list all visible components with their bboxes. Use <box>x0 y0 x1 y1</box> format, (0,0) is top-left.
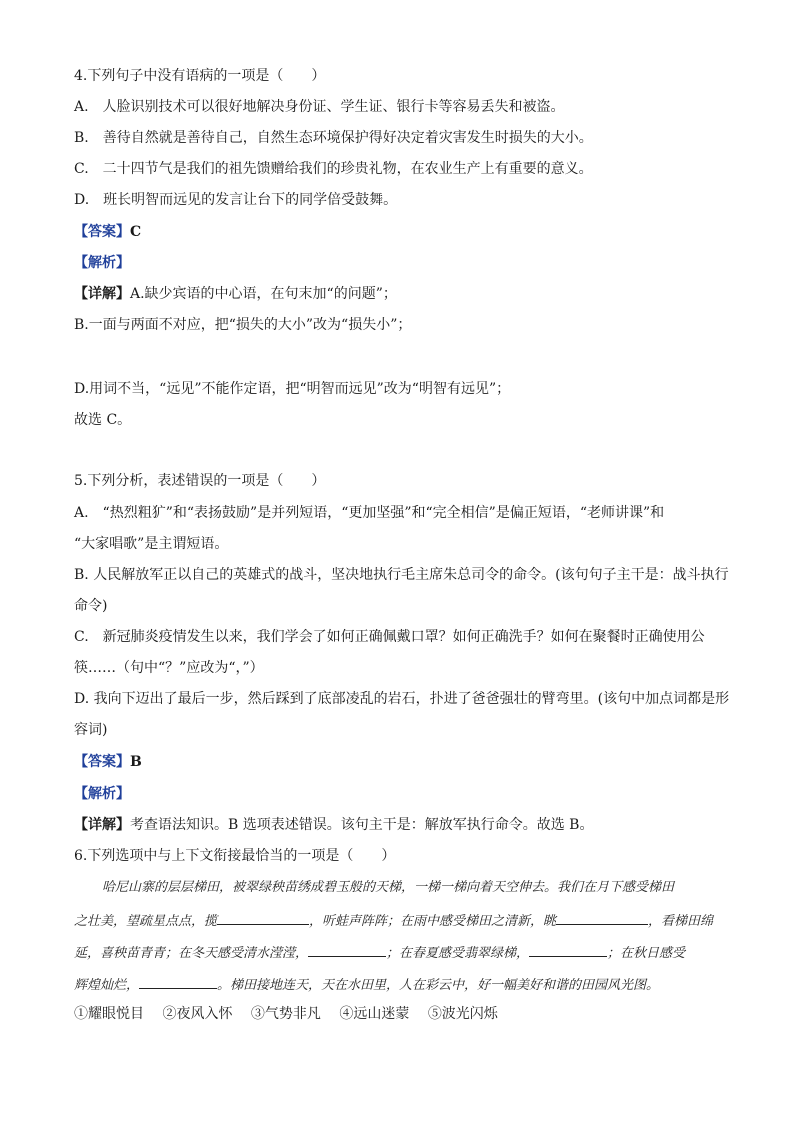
q4-title: 4.下列句子中没有语病的一项是（ ） <box>74 68 326 84</box>
fill-blank-4[interactable] <box>529 944 607 957</box>
answer-value: C <box>130 224 142 240</box>
q5-option-d-line1: D. 我向下迈出了最后一步，然后踩到了底部凌乱的岩石，扑进了爸爸强壮的臂弯里。(该句中加点词都是形 <box>74 691 730 707</box>
q5-option-a-line1: A. “热烈粗犷”和“表扬鼓励”是并列短语，“更加坚强”和“完全相信”是偏正短语，“老师讲课”和 <box>74 505 665 521</box>
passage-segment: ，看梯田绵 <box>648 914 714 929</box>
choice-4: ④远山迷蒙 <box>339 1006 410 1022</box>
q4-analysis <box>74 255 130 271</box>
detail-text: 考查语法知识。B 选项表述错误。该句主干是：解放军执行命令。故选 B。 <box>130 817 594 833</box>
q4-detail-d: D.用词不当，“远见”不能作定语，把“明智而远见”改为“明智有远见”； <box>74 381 511 397</box>
q5-title: 5.下列分析，表述错误的一项是（ ） <box>74 473 326 489</box>
passage-segment: ，听蛙声阵阵；在雨中感受梯田之清新，眺 <box>309 914 557 929</box>
q5-option-b-line1: B. 人民解放军正以自己的英雄式的战斗，坚决地执行毛主席朱总司令的命令。(该句句子主干是：战斗执行 <box>74 567 729 583</box>
answer-tag: 【答案】 <box>74 754 130 770</box>
q4-option-d: D. 班长明智而远见的发言让台下的同学倍受鼓舞。 <box>74 192 398 208</box>
passage-segment: 之壮美，望疏星点点，揽 <box>74 914 218 929</box>
passage-segment: 。梯田接地连天，天在水田里，人在彩云中，好一幅美好和谐的田园风光图。 <box>217 978 660 993</box>
q4-detail-a <box>74 286 397 302</box>
q4-detail-conclusion: 故选 C。 <box>74 412 132 428</box>
q4-answer <box>74 224 141 240</box>
fill-blank-1[interactable] <box>217 912 309 925</box>
q5-option-c-line1: C. 新冠肺炎疫情发生以来，我们学会了如何正确佩戴口罩？如何正确洗手？如何在聚餐时正确使用公 <box>74 629 705 645</box>
q6-passage-line4 <box>74 976 726 994</box>
q6-passage-line2 <box>74 912 726 930</box>
q6-passage-line3 <box>74 944 726 962</box>
analysis-tag: 【解析】 <box>74 255 130 271</box>
q5-detail <box>74 817 593 833</box>
answer-tag: 【答案】 <box>74 224 130 240</box>
detail-text: A.缺少宾语的中心语，在句末加“的问题”； <box>130 286 397 302</box>
detail-tag: 【详解】 <box>74 817 130 833</box>
q4-option-b: B. 善待自然就是善待自己，自然生态环境保护得好决定着灾害发生时损失的大小。 <box>74 130 593 146</box>
q5-option-b-line2: 命令) <box>74 598 108 614</box>
passage-segment: 延，喜秧苗青青；在冬天感受清水滢滢， <box>74 946 309 961</box>
passage-segment: 辉煌灿烂， <box>74 978 140 993</box>
q5-analysis <box>74 786 130 802</box>
passage-segment: ；在春夏感受翡翠绿梯， <box>386 946 530 961</box>
q6-title: 6.下列选项中与上下文衔接最恰当的一项是（ ） <box>74 848 396 864</box>
choice-2: ②夜风入怀 <box>162 1006 233 1022</box>
analysis-tag: 【解析】 <box>74 786 130 802</box>
passage-segment: ；在秋日感受 <box>607 946 686 961</box>
fill-blank-3[interactable] <box>308 944 386 957</box>
fill-blank-2[interactable] <box>556 912 648 925</box>
answer-value: B <box>130 754 142 770</box>
fill-blank-5[interactable] <box>139 976 217 989</box>
choice-5: ⑤波光闪烁 <box>427 1006 498 1022</box>
q4-detail-b: B.一面与两面不对应，把“损失的大小”改为“损失小”； <box>74 317 412 333</box>
q4-option-c: C. 二十四节气是我们的祖先馈赠给我们的珍贵礼物，在农业生产上有重要的意义。 <box>74 161 593 177</box>
q4-option-a: A. 人脸识别技术可以很好地解决身份证、学生证、银行卡等容易丢失和被盗。 <box>74 99 565 115</box>
q6-passage-line1: 哈尼山寨的层层梯田，被翠绿秧苗绣成碧玉般的天梯，一梯一梯向着天空伸去。我们在月下感受梯田 <box>102 880 675 895</box>
q5-option-c-line2: 筷……（句中“？”应改为“，”） <box>74 660 264 676</box>
detail-tag: 【详解】 <box>74 286 130 302</box>
q5-answer <box>74 754 142 770</box>
q6-choices <box>74 1006 512 1022</box>
choice-3: ③气势非凡 <box>250 1006 321 1022</box>
q5-option-d-line2: 容词) <box>74 722 108 738</box>
q5-option-a-line2: “大家唱歌”是主谓短语。 <box>74 536 229 552</box>
choice-1: ①耀眼悦目 <box>74 1006 144 1022</box>
